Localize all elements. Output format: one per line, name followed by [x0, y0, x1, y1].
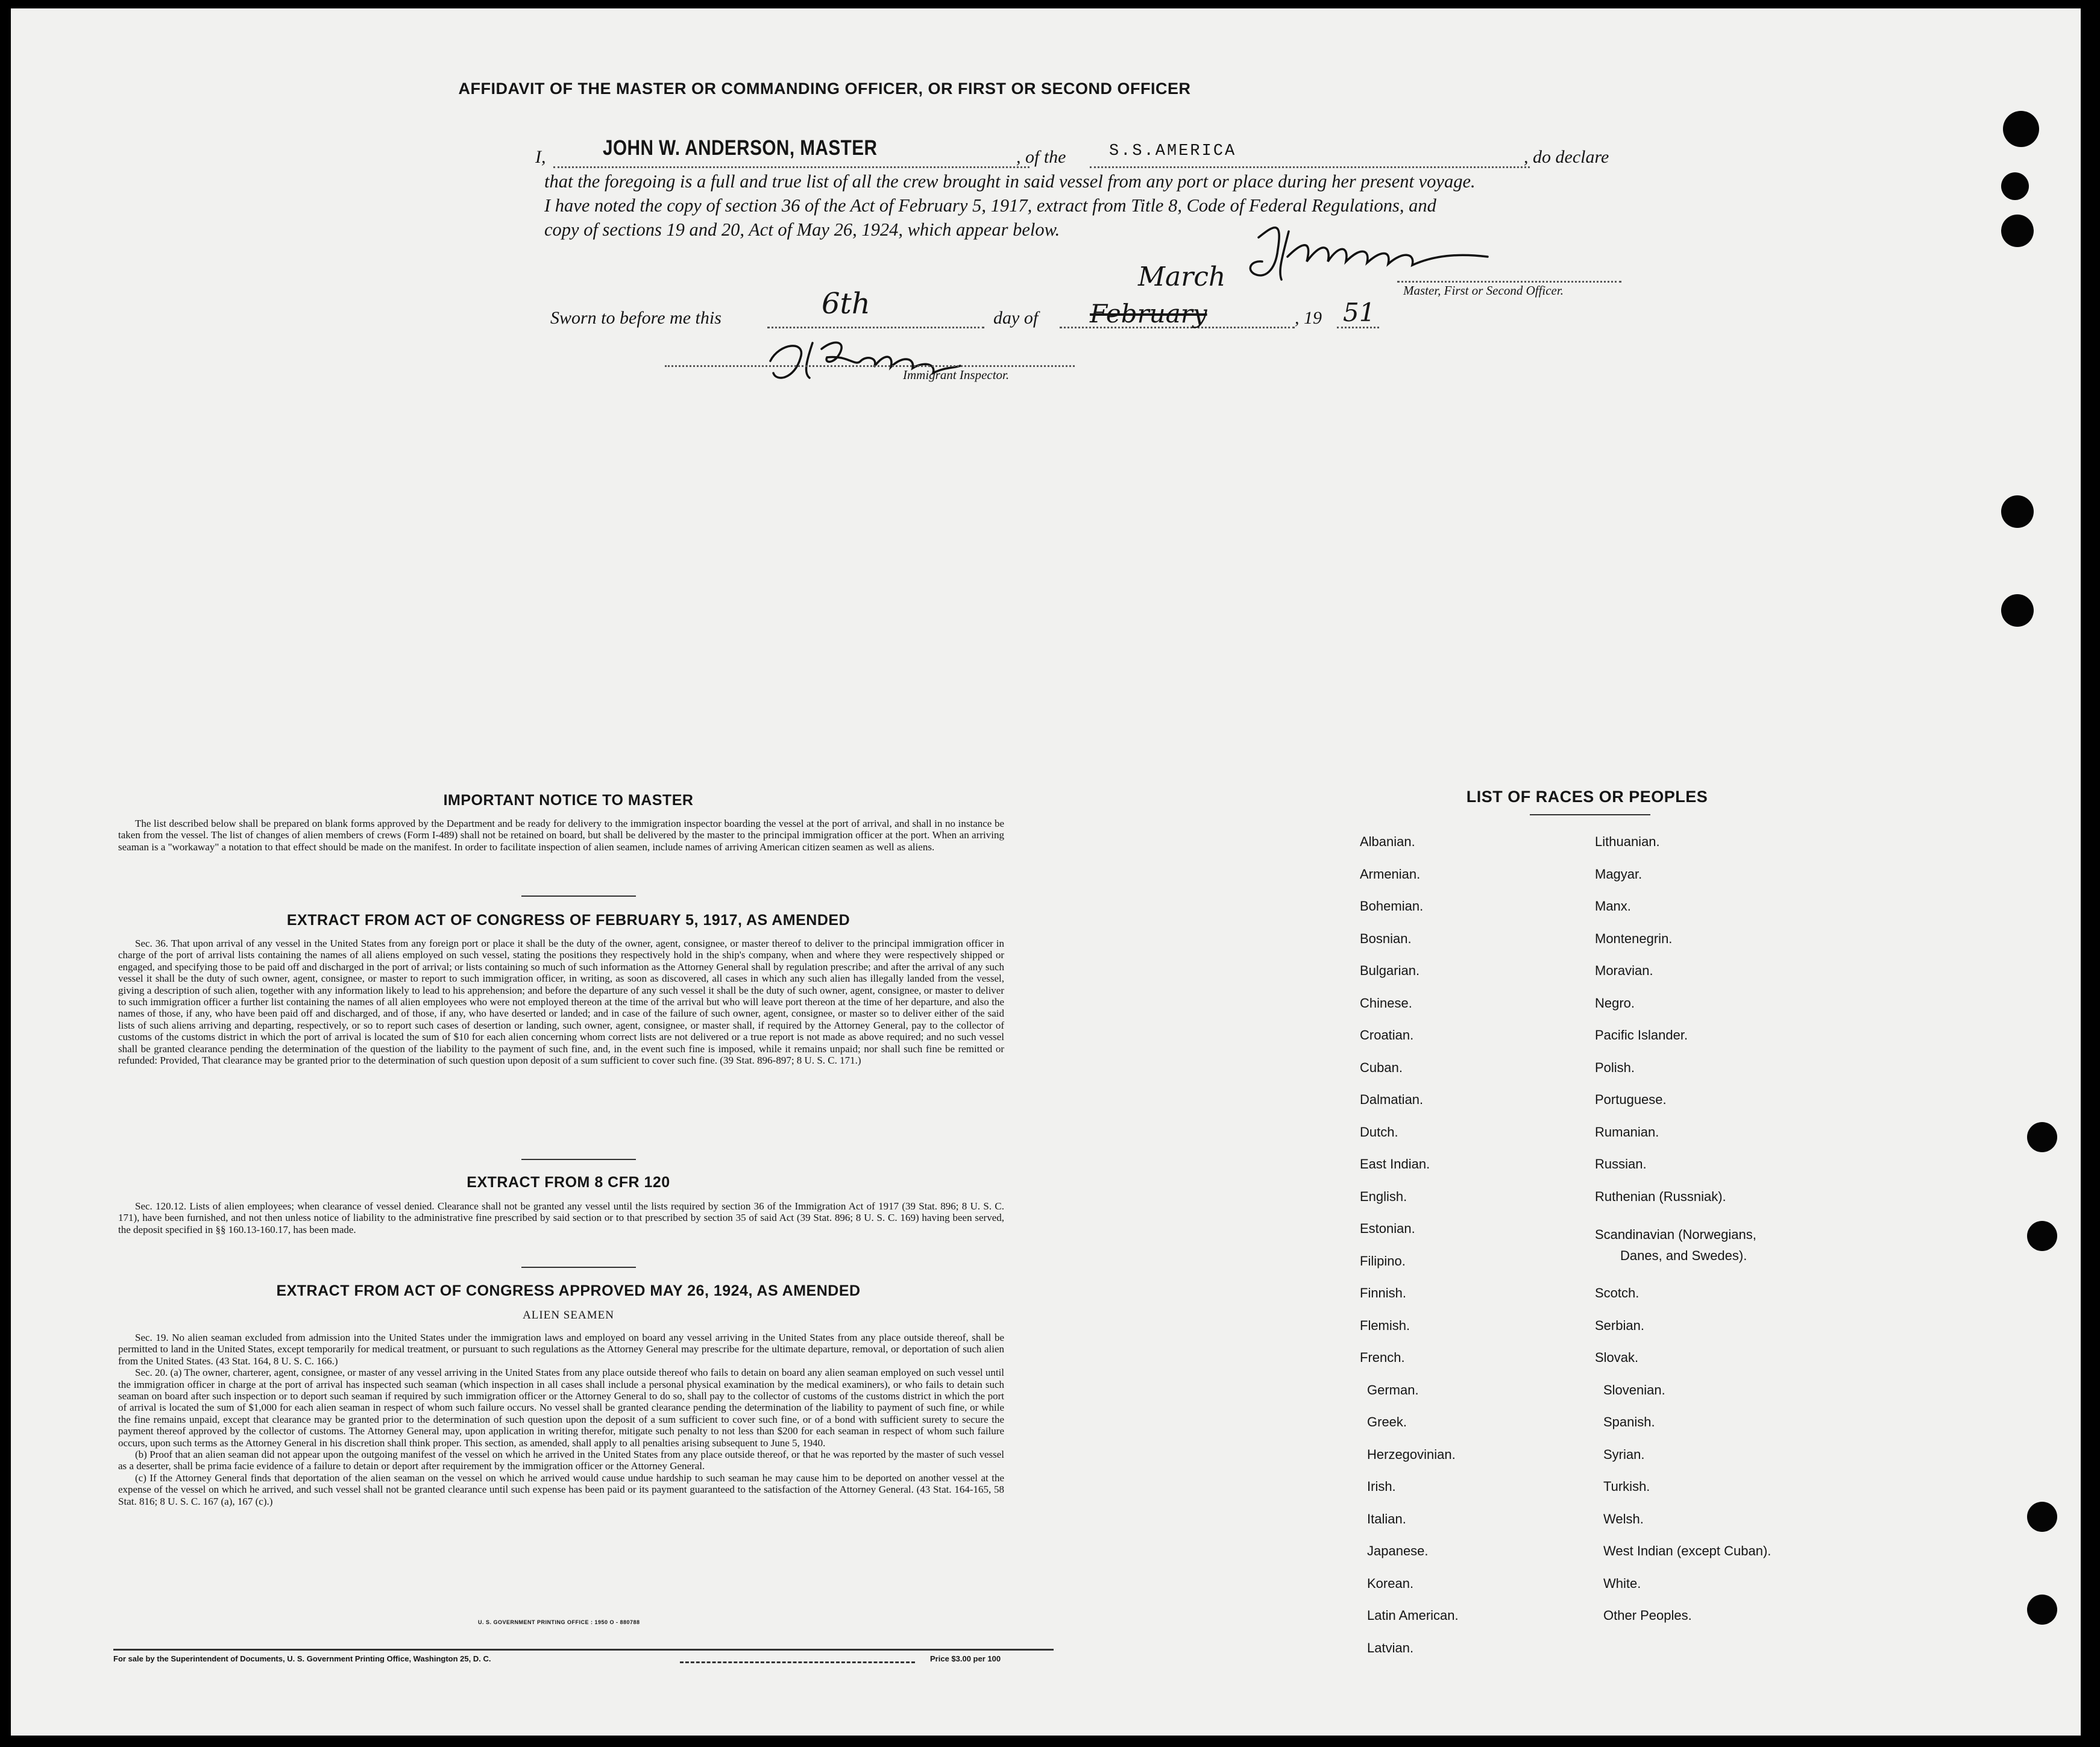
race-item: Moravian. — [1595, 963, 1653, 978]
race-item: Lithuanian. — [1595, 834, 1660, 849]
divider — [521, 1159, 636, 1160]
race-item: Scandinavian (Norwegians, — [1595, 1227, 1756, 1242]
notice-body — [118, 818, 1004, 853]
day-blank — [767, 327, 984, 328]
affidavit-pronoun: I, — [535, 147, 546, 167]
officer-caption: Master, First or Second Officer. — [1403, 283, 1564, 298]
race-item: Slovak. — [1595, 1350, 1639, 1365]
punch-hole — [2001, 172, 2029, 200]
sworn-month-struck: February — [1090, 299, 1207, 328]
race-item: Dutch. — [1360, 1124, 1398, 1140]
race-item: Latin American. — [1367, 1608, 1459, 1623]
master-signature — [1240, 213, 1494, 292]
race-item: German. — [1367, 1382, 1419, 1397]
do-declare-text: , do declare — [1524, 147, 1609, 167]
race-item: Japanese. — [1367, 1543, 1429, 1558]
notice-paragraph: The list described below shall be prepared on blank forms approved by the Department and be ready for delivery to the immigration inspector boarding the vessel at the port of arrival, and shall in no instance be taken from the vessel. The list of changes of alien members of crews (Form I-489) shall not be retained on board, but shall be delivered by the master to the principal immigration officer at the port. When an arriving seaman is a "workaway" a notation to that effect should be made on the manifest. In order to facilitate inspection of alien seamen, include names of arriving American citizen seamen as well as aliens. — [118, 818, 1004, 853]
sworn-year: 51 — [1343, 298, 1375, 327]
affidavit-title: AFFIDAVIT OF THE MASTER OR COMMANDING OFFICER, OR FIRST OR SECOND OFFICER — [458, 80, 1191, 98]
race-item: West Indian (except Cuban). — [1603, 1543, 1771, 1558]
section-20c-paragraph: (c) If the Attorney General finds that deportation of the alien seaman on the vessel on which he arrived would cause undue hardship to such seaman he may cause him to be deported on another vessel at the expense of the vessel on which he arrived, and such vessel shall not be granted clearance until such expense has been paid or its payment guaranteed to the satisfaction of the Attorney General. (43 Stat. 164-165, 58 Stat. 816; 8 U. S. C. 167 (a), 167 (c).) — [118, 1472, 1004, 1507]
race-item: Estonian. — [1360, 1221, 1415, 1236]
race-item: Magyar. — [1595, 867, 1643, 882]
race-item: Flemish. — [1360, 1318, 1410, 1333]
section-20a-paragraph: Sec. 20. (a) The owner, charterer, agent, consignee, or master of any vessel arriving in the United States from any place outside thereof who fails to detain on board any alien seaman employed on such vessel until the immigration officer in charge at the port of arrival has inspected such seaman (which inspection in all cases shall include a personal physical examination by the medical examiners), or who fails to detain such seaman on board after such inspection or to deport such seaman if required by such immigration officer or the Attorney General to do so, shall pay to the collector of customs of the customs district in which the port of arrival is located the sum of $1,000 for each alien seaman in respect of whom such failure occurs. No vessel shall be granted clearance pending the determination of the liability to payment of such fine, or while the fine remains unpaid, except that clearance may be granted prior to the determination of such question upon the deposit of a sum sufficient to cover such fine, or of a bond with sufficient surety to secure the payment thereof approved by the collector of customs. The Attorney General may, upon application in writing therefor, mitigate such penalty to not less than $200 for each seaman in respect of whom such failure occurs, upon such terms as the Attorney General in his discretion shall think proper. This section, as amended, shall apply to all penalties arising subsequent to June 5, 1940. — [118, 1367, 1004, 1449]
punch-hole — [2001, 495, 2034, 528]
extract-1924-subtitle: ALIEN SEAMEN — [523, 1309, 614, 1322]
race-item: Finnish. — [1360, 1285, 1407, 1300]
race-item: Albanian. — [1360, 834, 1415, 849]
race-item: Scotch. — [1595, 1285, 1639, 1300]
section-20b-paragraph: (b) Proof that an alien seaman did not appear upon the outgoing manifest of the vessel on which he arrived in the United States from any place outside thereof, or that he was reported by the master of such vessel as a deserter, shall be prima facie evidence of a failure to detain or deport after requirement by the immigration officer or the Attorney General. — [118, 1449, 1004, 1472]
day-of-text: day of — [993, 308, 1039, 328]
punch-hole — [2027, 1502, 2057, 1532]
footer-rule — [113, 1649, 1054, 1651]
races-title-rule — [1530, 814, 1650, 815]
race-item: French. — [1360, 1350, 1405, 1365]
race-item: Serbian. — [1595, 1318, 1644, 1333]
punch-hole — [2001, 594, 2034, 627]
extract-1917-body — [118, 938, 1004, 1066]
footer-dash-leader — [680, 1661, 915, 1663]
race-item: Herzegovinian. — [1367, 1447, 1456, 1462]
section-120-12-paragraph: Sec. 120.12. Lists of alien employees; when clearance of vessel denied. Clearance shall not be granted any vessel until the lists required by section 36 of the Immigration Act of 1917 (39 Stat. 896; 8 U. S. C. 171), have been furnished, and not then unless notice of liability to the administrative fine prescribed by said section or to that prescribed by section 35 of said Act (39 Stat. 896; 8 U. S. C. 169) having been served, the deposit specified in §§ 160.13-160.17, has been made. — [118, 1200, 1004, 1235]
punch-hole — [2027, 1122, 2057, 1152]
race-item: Russian. — [1595, 1156, 1647, 1171]
race-item: Croatian. — [1360, 1027, 1414, 1043]
document-page — [11, 8, 2081, 1736]
extract-1924-title: EXTRACT FROM ACT OF CONGRESS APPROVED MAY 26, 1924, AS AMENDED — [276, 1282, 861, 1299]
master-name: JOHN W. ANDERSON, MASTER — [603, 136, 878, 160]
punch-hole — [2001, 215, 2034, 247]
sworn-day: 6th — [822, 287, 870, 321]
race-item: Bulgarian. — [1360, 963, 1420, 978]
race-item: Welsh. — [1603, 1511, 1644, 1526]
race-item: Manx. — [1595, 899, 1631, 914]
inspector-signature-line — [665, 365, 1075, 367]
divider — [521, 1267, 636, 1268]
race-item: Other Peoples. — [1603, 1608, 1692, 1623]
affidavit-line-4: copy of sections 19 and 20, Act of May 26, 1924, which appear below. — [544, 219, 1060, 240]
extract-1924-body — [118, 1332, 1004, 1507]
punch-hole — [2003, 111, 2039, 147]
footer-sale-text: For sale by the Superintendent of Documents, U. S. Government Printing Office, Washington 25, D. C. — [113, 1654, 491, 1663]
footer-price: Price $3.00 per 100 — [930, 1654, 1001, 1663]
vessel-blank — [1090, 166, 1530, 168]
punch-hole — [2027, 1595, 2057, 1625]
race-item: Korean. — [1367, 1576, 1414, 1591]
race-item: English. — [1360, 1189, 1407, 1204]
of-the-text: , of the — [1016, 147, 1066, 167]
name-blank — [553, 166, 1030, 168]
race-item: Slovenian. — [1603, 1382, 1665, 1397]
inspector-caption: Immigrant Inspector. — [903, 368, 1010, 382]
section-19-paragraph: Sec. 19. No alien seaman excluded from admission into the United States under the immigration laws and employed on board any vessel arriving in the United States from any place outside thereof, shall be permitted to land in the United States, except temporarily for medical treatment, or pursuant to such regulations as the Attorney General may prescribe for the ultimate departure, removal, or deportation of such alien from the United States. (43 Stat. 164, 8 U. S. C. 166.) — [118, 1332, 1004, 1367]
race-item: Bosnian. — [1360, 931, 1412, 946]
race-item: Syrian. — [1603, 1447, 1645, 1462]
vessel-name: S.S.AMERICA — [1109, 142, 1237, 160]
extract-cfr-title: EXTRACT FROM 8 CFR 120 — [467, 1174, 670, 1191]
race-item: White. — [1603, 1576, 1641, 1591]
section-36-paragraph: Sec. 36. That upon arrival of any vessel in the United States from any foreign port or place it shall be the duty of the owner, agent, consignee, or master thereof to deliver to the principal immigration officer in charge of the port of arrival lists containing the names of all aliens employed on such vessel, stating the positions they respectively hold in the ship's company, when and where they were respectively shipped or engaged, and specifying those to be paid off and discharged in the port of arrival; or lists containing so much of such information as the Attorney General shall by regulation prescribe; and after the arrival of any such vessel it shall be the duty of such owner, agent, consignee, or master to report to such immigration officer, in writing, as soon as discovered, all cases in which any such alien has illegally landed from the vessel, giving a description of such alien, together with any information likely to lead to his apprehension; and before the departure of any such vessel it shall be the duty of such owner, agent, consignee, or master to deliver to such immigration officer a further list containing the names of all alien employees who were not employed thereon at the time of the arrival but who will leave port thereon at the time of her departure, and also the names of those, if any, who have been paid off and discharged, and of those, if any, who have deserted or landed; and in case of the failure of such owner, agent, consignee, or master so to deliver either of the said lists of such aliens arriving and departing, respectively, or so to report such cases of desertion or landing, such owner, agent, consignee, or master shall, if required by the Attorney General, pay to the collector of customs of the customs district in which the port of arrival is located the sum of $10 for each alien concerning whom correct lists are not delivered or a true report is not made as above required; and no such vessel shall be granted clearance pending the determination of the question of the liability to the payment of such fine, and, in the event such fine is imposed, while it remains unpaid; nor shall such fine be remitted or refunded: Provided, That clearance may be granted prior to the determination of such question upon deposit of a sum sufficient to cover such fine. (39 Stat. 896-897; 8 U. S. C. 171.) — [118, 938, 1004, 1067]
race-item: Pacific Islander. — [1595, 1027, 1688, 1043]
extract-cfr-body — [118, 1200, 1004, 1235]
race-item: Irish. — [1367, 1479, 1396, 1494]
race-item: Armenian. — [1360, 867, 1421, 882]
gpo-imprint: U. S. GOVERNMENT PRINTING OFFICE : 1950 O - 880788 — [478, 1619, 640, 1625]
race-item: East Indian. — [1360, 1156, 1430, 1171]
race-item: Italian. — [1367, 1511, 1406, 1526]
race-item: Latvian. — [1367, 1640, 1414, 1655]
race-item: Bohemian. — [1360, 899, 1424, 914]
race-item: Rumanian. — [1595, 1124, 1659, 1140]
race-item: Chinese. — [1360, 996, 1412, 1011]
races-title: LIST OF RACES OR PEOPLES — [1466, 788, 1708, 806]
race-item: Danes, and Swedes). — [1620, 1248, 1747, 1263]
race-item: Negro. — [1595, 996, 1635, 1011]
race-item: Greek. — [1367, 1414, 1407, 1429]
divider — [521, 895, 636, 897]
punch-hole — [2027, 1221, 2057, 1251]
sworn-month-corrected: March — [1138, 262, 1226, 292]
race-item: Portuguese. — [1595, 1092, 1667, 1107]
race-item: Ruthenian (Russniak). — [1595, 1189, 1726, 1204]
notice-title: IMPORTANT NOTICE TO MASTER — [443, 792, 694, 809]
affidavit-line-3: I have noted the copy of section 36 of the Act of February 5, 1917, extract from Title 8, Code of Federal Regulations, and — [544, 195, 1436, 216]
race-item: Montenegrin. — [1595, 931, 1673, 946]
race-item: Spanish. — [1603, 1414, 1655, 1429]
year-prefix: , 19 — [1295, 308, 1322, 328]
officer-signature-line — [1397, 281, 1621, 283]
race-item: Cuban. — [1360, 1060, 1403, 1075]
race-item: Polish. — [1595, 1060, 1635, 1075]
race-item: Turkish. — [1603, 1479, 1650, 1494]
extract-1917-title: EXTRACT FROM ACT OF CONGRESS OF FEBRUARY 5, 1917, AS AMENDED — [286, 912, 850, 929]
sworn-prefix: Sworn to before me this — [550, 308, 721, 328]
race-item: Dalmatian. — [1360, 1092, 1424, 1107]
affidavit-line-2: that the foregoing is a full and true list of all the crew brought in said vessel from any port or place during her present voyage. — [544, 171, 1476, 192]
race-item: Filipino. — [1360, 1253, 1406, 1269]
